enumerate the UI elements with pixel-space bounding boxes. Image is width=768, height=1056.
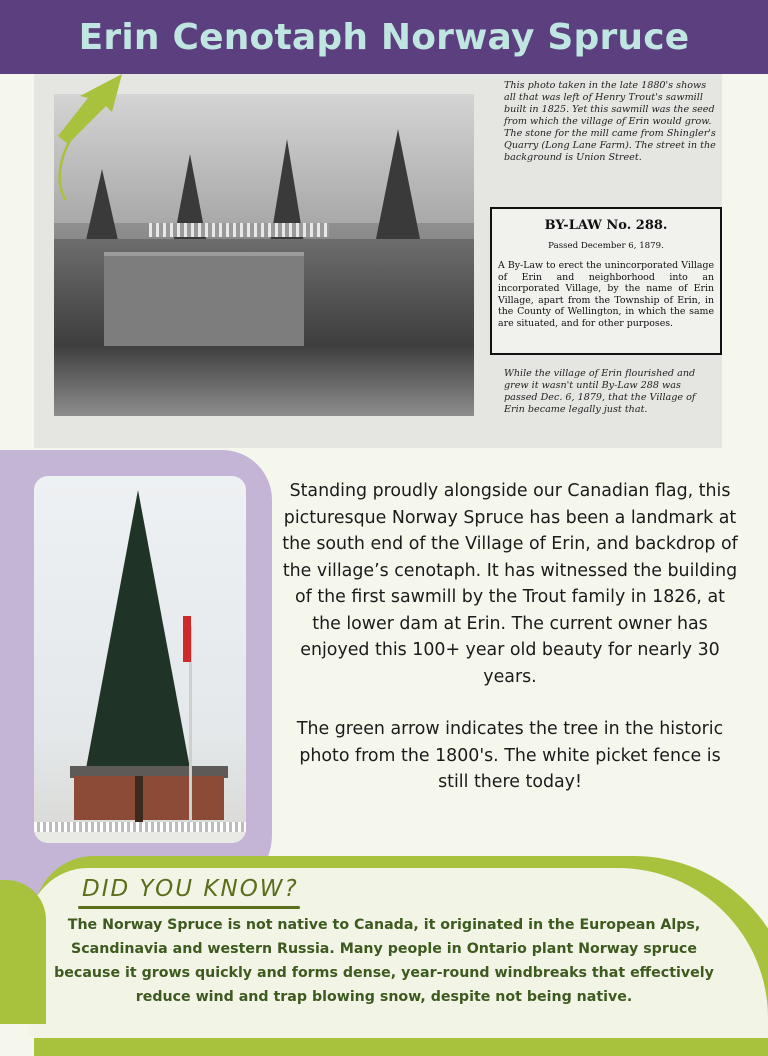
did-you-know-accent	[0, 880, 46, 1024]
description-paragraph: Standing proudly alongside our Canadian flag, this picturesque Norway Spruce has been a landmark at the south end of the Village of Erin, and backdrop of the village’s cenotaph. It has witnessed the building of the first sawmill by the Trout family in 1826, at the lower dam at Erin. The current owner has enjoyed this 100+ year old beauty for nearly 30 years.	[282, 481, 738, 687]
bylaw-date: Passed December 6, 1879.	[548, 241, 664, 251]
bylaw-title: BY-LAW No. 288.	[544, 218, 668, 233]
tree-trunk	[135, 776, 143, 826]
picket-fence	[149, 223, 329, 237]
header-banner	[0, 0, 768, 74]
arrow-shape	[58, 74, 122, 144]
arrow-note-paragraph: The green arrow indicates the tree in the historic photo from the 1800's. The white picket fence is still there today!	[296, 719, 724, 792]
norway-spruce-tree	[82, 490, 194, 790]
bylaw-caption: While the village of Erin flourished and grew it wasn't until By-Law 288 was passed Dec. 6, 1879, that the Village of Erin became legally just that.	[504, 368, 696, 415]
historic-book-scan	[34, 74, 722, 448]
green-arrow-icon	[54, 72, 134, 208]
canadian-flag-icon	[183, 616, 191, 662]
photo-caption: This photo taken in the late 1880's shows all that was left of Henry Trout's sawmill built in 1825. Yet this sawmill was the seed from which the village of Erin would grow. The stone for the mill came from Shingler's Quarry (Long Lane Farm). The street in the background is Union Street.	[504, 80, 716, 163]
description-text	[282, 478, 738, 796]
bylaw-text: A By-Law to erect the unincorporated Village of Erin and neighborhood into an incorporated Village, by the name of Erin Village, apart from the Township of Erin, in the County of Wellington, in which the same are situated, and for other purposes.	[498, 260, 714, 329]
bylaw-box	[490, 207, 722, 355]
snow-ground	[34, 832, 246, 843]
background-tree	[374, 129, 422, 249]
spruce-tree-photo	[34, 476, 246, 843]
title-underline	[78, 906, 300, 909]
page-title: Erin Cenotaph Norway Spruce	[78, 16, 690, 58]
brick-house	[74, 776, 224, 820]
did-you-know-text: The Norway Spruce is not native to Canada, it originated in the European Alps, Scandinavia and western Russia. Many people in Ontario plant Norway spruce because it grows quickly and forms dense, year-round windbreaks that effectively reduce wind and trap blowing snow, despite not being native.	[54, 917, 714, 1005]
white-picket-fence	[34, 822, 246, 832]
did-you-know-title: DID YOU KNOW?	[82, 876, 299, 902]
stone-wall	[104, 252, 304, 346]
